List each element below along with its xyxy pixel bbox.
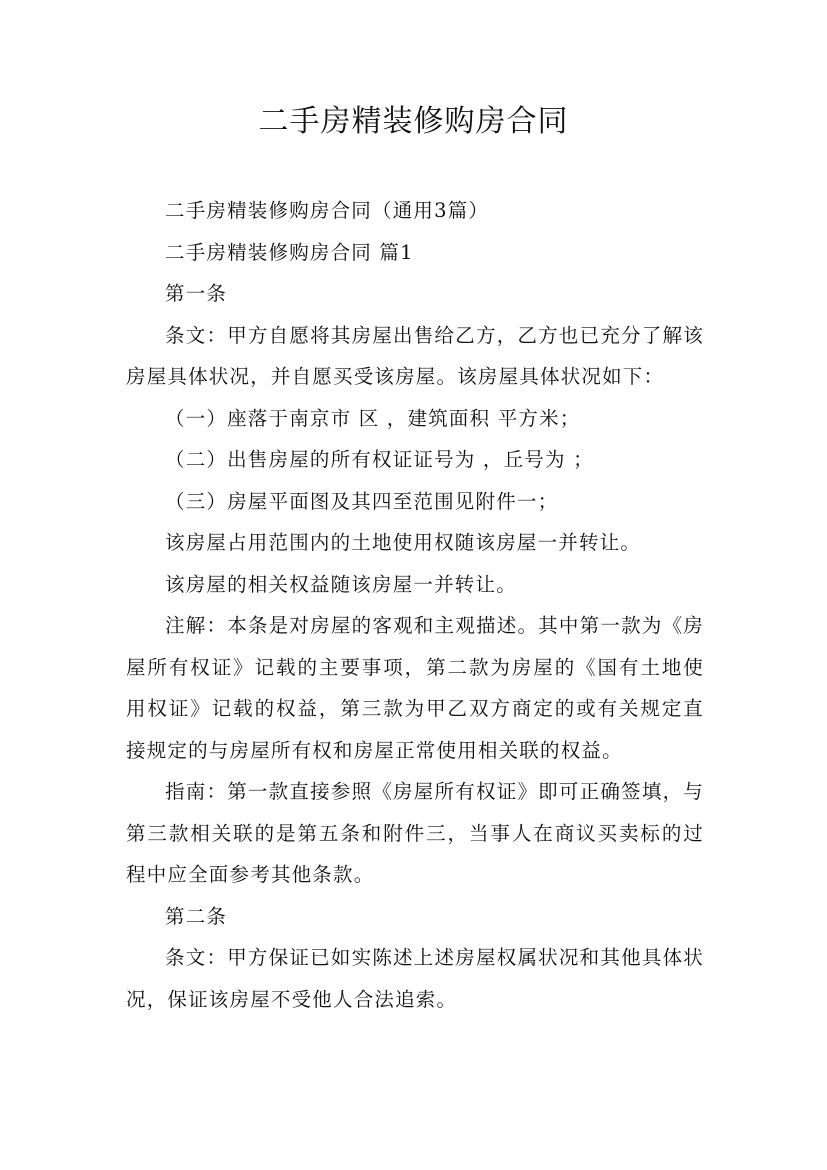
document-body (126, 190, 704, 1020)
paragraph-article-2: 第二条 (165, 904, 228, 928)
paragraph-article-1: 第一条 (165, 282, 228, 305)
paragraph-heading: 二手房精装修购房合同（通用3篇） (165, 199, 490, 222)
paragraph-guide: 指南：第一款直接参照《房屋所有权证》即可正确签填，与第三款相关联的是第五条和附件三，当事人在商议买卖标的过程中应全面参考其他条款。 (126, 780, 704, 886)
paragraph-item-3: （三）房屋平面图及其四至范围见附件一； (165, 489, 559, 513)
paragraph-item-2: （二）出售房屋的所有权证证号为 ，丘号为 ； (165, 448, 594, 471)
document-title: 二手房精装修购房合同 (258, 104, 569, 139)
paragraph-section-title: 二手房精装修购房合同 篇1 (165, 240, 414, 264)
paragraph-rights: 该房屋的相关权益随该房屋一并转让。 (165, 572, 517, 596)
paragraph-article-1-text: 条文：甲方自愿将其房屋出售给乙方，乙方也已充分了解该房屋具体状况，并自愿买受该房屋。该房屋具体状况如下： (126, 323, 704, 388)
paragraph-item-1: （一）座落于南京市 区 ，建筑面积 平方米； (165, 406, 581, 430)
paragraph-annotation: 注解：本条是对房屋的客观和主观描述。其中第一款为《房屋所有权证》记载的主要事项，第二款为房屋的《国有土地使用权证》记载的权益，第三款为甲乙双方商定的或有关规定直接规定的与房屋所有权和房屋正常使用相关联的权益。 (126, 614, 704, 762)
paragraph-land-use: 该房屋占用范围内的土地使用权随该房屋一并转让。 (165, 531, 642, 554)
paragraph-article-2-text: 条文：甲方保证已如实陈述上述房屋权属状况和其他具体状况，保证该房屋不受他人合法追索。 (126, 946, 704, 1011)
